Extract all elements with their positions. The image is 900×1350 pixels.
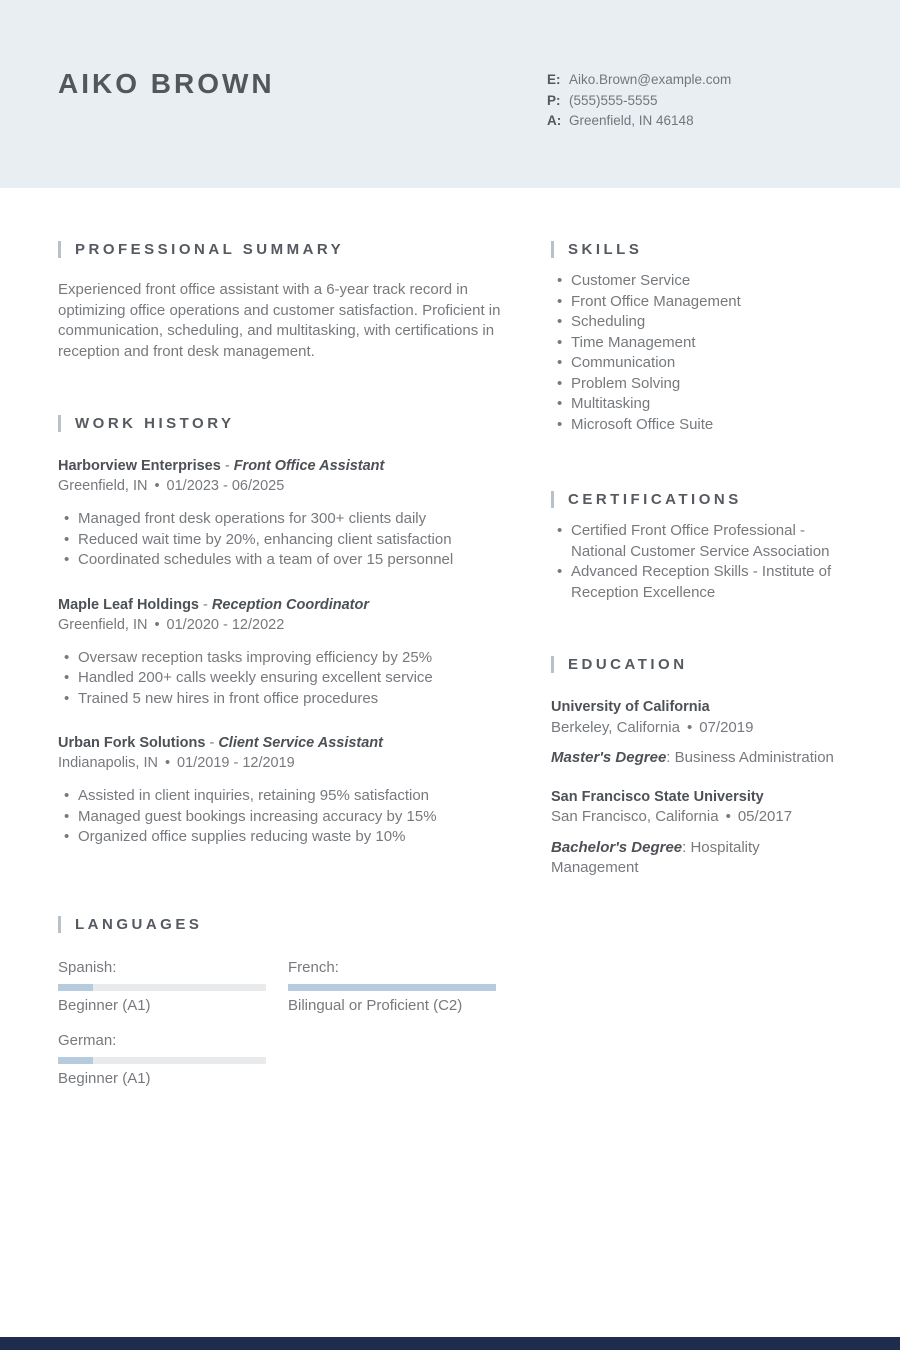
- language-name: French:: [288, 958, 339, 976]
- job-meta-line: [58, 615, 501, 635]
- job-entry: [58, 733, 501, 848]
- footer-accent-bar: [0, 1337, 900, 1350]
- languages-grid: [58, 958, 501, 1089]
- skills-heading-row: [551, 240, 843, 258]
- section-professional-summary: [58, 240, 501, 362]
- job-bullet: • Assisted in client inquiries, retaining 95% satisfaction: [58, 786, 501, 807]
- job-location: Greenfield, IN: [58, 616, 148, 633]
- language-progress-fill: [58, 984, 93, 991]
- job-meta-line: [58, 753, 501, 773]
- meta-dot: •: [164, 755, 171, 771]
- section-skills: [551, 240, 843, 435]
- language-name: German:: [58, 1031, 117, 1049]
- candidate-name: AIKO BROWN: [58, 68, 275, 99]
- language-level: Beginner (A1): [58, 996, 151, 1014]
- heading-accent-bar: [551, 656, 554, 673]
- job-meta-line: [58, 476, 501, 496]
- job-location: Greenfield, IN: [58, 478, 148, 494]
- job-company: Harborview Enterprises: [58, 458, 221, 474]
- job-location: Indianapolis, IN: [58, 755, 158, 771]
- education-entry: [551, 787, 843, 879]
- certifications-list: [551, 521, 843, 603]
- job-entry: [58, 456, 501, 571]
- job-separator: -: [203, 596, 208, 613]
- education-date: 05/2017: [737, 808, 793, 825]
- skill-item: • Time Management: [551, 333, 843, 354]
- language-item: [58, 958, 266, 1016]
- job-role: Front Office Assistant: [233, 458, 385, 474]
- skill-item: • Front Office Management: [551, 292, 843, 313]
- skill-item: • Communication: [551, 353, 843, 374]
- education-degree-line: [551, 748, 843, 769]
- language-progress-fill: [58, 1057, 93, 1064]
- skill-item: • Multitasking: [551, 394, 843, 415]
- header-band: [0, 0, 900, 188]
- education-school: San Francisco State University: [551, 788, 764, 805]
- job-title-line: [58, 595, 501, 615]
- summary-heading-row: [58, 240, 501, 258]
- job-bullet-list: [58, 786, 501, 848]
- meta-dot: •: [154, 478, 160, 494]
- job-title-line: [58, 733, 501, 753]
- heading-accent-bar: [551, 241, 554, 258]
- education-school: University of California: [551, 699, 710, 715]
- certifications-heading: CERTIFICATIONS: [568, 490, 742, 508]
- skills-heading: SKILLS: [568, 240, 643, 258]
- job-dates: 01/2020 - 12/2022: [166, 616, 285, 633]
- education-degree-line: [551, 838, 843, 879]
- left-column: [58, 240, 501, 1089]
- job-bullet: • Organized office supplies reducing waste by 10%: [58, 827, 501, 848]
- degree-field: : Hospitality Management: [551, 838, 760, 876]
- job-dates: 01/2019 - 12/2019: [177, 755, 295, 771]
- summary-heading: PROFESSIONAL SUMMARY: [75, 240, 345, 258]
- job-bullet-list: [58, 509, 501, 571]
- heading-accent-bar: [58, 916, 61, 933]
- languages-heading-row: [58, 916, 501, 934]
- contact-address-row: [547, 111, 731, 132]
- skill-item: • Problem Solving: [551, 374, 843, 395]
- email-label: E:: [547, 72, 561, 87]
- language-item: [288, 958, 496, 1016]
- skills-list: [551, 271, 843, 435]
- language-progress-track: [288, 984, 496, 991]
- meta-dot: •: [154, 616, 160, 633]
- skill-item: • Microsoft Office Suite: [551, 415, 843, 436]
- education-heading: EDUCATION: [568, 655, 688, 673]
- section-work-history: [58, 414, 501, 848]
- education-location: San Francisco, California: [551, 808, 719, 825]
- section-languages: [58, 916, 501, 1089]
- job-bullet: • Reduced wait time by 20%, enhancing client satisfaction: [58, 530, 501, 551]
- job-separator: -: [224, 458, 230, 474]
- meta-dot: •: [725, 808, 731, 825]
- language-level: Bilingual or Proficient (C2): [288, 996, 463, 1014]
- languages-heading: LANGUAGES: [75, 916, 203, 933]
- contact-phone-row: [547, 91, 731, 112]
- heading-accent-bar: [58, 241, 61, 258]
- heading-accent-bar: [58, 415, 61, 432]
- certification-item: • Certified Front Office Professional - National Customer Service Association: [551, 521, 843, 562]
- job-company: Maple Leaf Holdings: [58, 596, 199, 613]
- skill-item: • Scheduling: [551, 312, 843, 333]
- language-progress-track: [58, 984, 266, 991]
- language-item: [58, 1031, 266, 1089]
- job-role: Reception Coordinator: [211, 596, 369, 613]
- skill-item: • Customer Service: [551, 271, 843, 292]
- degree-field: : Business Administration: [666, 749, 834, 766]
- job-company: Urban Fork Solutions: [58, 735, 206, 751]
- phone-label: P:: [547, 92, 561, 108]
- work-history-heading: WORK HISTORY: [75, 414, 235, 432]
- contact-block: [547, 70, 731, 132]
- job-role: Client Service Assistant: [218, 735, 383, 751]
- job-bullet: • Oversaw reception tasks improving efficiency by 25%: [58, 648, 501, 669]
- job-title-line: [58, 456, 501, 476]
- education-heading-row: [551, 655, 843, 673]
- language-progress-track: [58, 1057, 266, 1064]
- education-meta-line: [551, 807, 843, 828]
- meta-dot: •: [686, 718, 693, 736]
- language-level: Beginner (A1): [58, 1069, 151, 1087]
- job-bullet: • Handled 200+ calls weekly ensuring excellent service: [58, 668, 501, 689]
- address-label: A:: [547, 113, 562, 128]
- education-date: 07/2019: [699, 718, 754, 736]
- education-location: Berkeley, California: [551, 718, 680, 736]
- job-bullet: • Trained 5 new hires in front office procedures: [58, 689, 501, 710]
- contact-email-row: [547, 70, 731, 91]
- certifications-heading-row: [551, 490, 843, 508]
- certification-item: • Advanced Reception Skills - Institute of Reception Excellence: [551, 562, 843, 603]
- summary-paragraph: Experienced front office assistant with a 6-year track record in optimizing office operations and customer satisfaction. Proficient in communication, scheduling, and multitasking, with certifications in reception and front desk management.: [58, 281, 501, 360]
- job-bullet: • Managed front desk operations for 300+ clients daily: [58, 509, 501, 530]
- heading-accent-bar: [551, 491, 554, 508]
- education-meta-line: [551, 718, 843, 739]
- job-dates: 01/2023 - 06/2025: [166, 478, 285, 494]
- job-bullet: • Managed guest bookings increasing accuracy by 15%: [58, 807, 501, 828]
- section-education: [551, 655, 843, 879]
- phone-value: (555)555-5555: [569, 92, 658, 108]
- job-entry: [58, 595, 501, 710]
- language-name: Spanish:: [58, 958, 117, 976]
- degree-label: Bachelor's Degree: [551, 838, 683, 856]
- job-separator: -: [209, 735, 215, 751]
- degree-label: Master's Degree: [551, 749, 667, 766]
- email-value: Aiko.Brown@example.com: [569, 72, 732, 87]
- job-bullet: • Coordinated schedules with a team of over 15 personnel: [58, 550, 501, 571]
- language-progress-fill: [288, 984, 496, 991]
- education-entry: [551, 697, 843, 769]
- content-columns: [0, 188, 900, 1089]
- right-column: [551, 240, 843, 879]
- address-value: Greenfield, IN 46148: [569, 113, 694, 128]
- section-certifications: [551, 490, 843, 603]
- work-heading-row: [58, 414, 501, 432]
- job-bullet-list: [58, 648, 501, 710]
